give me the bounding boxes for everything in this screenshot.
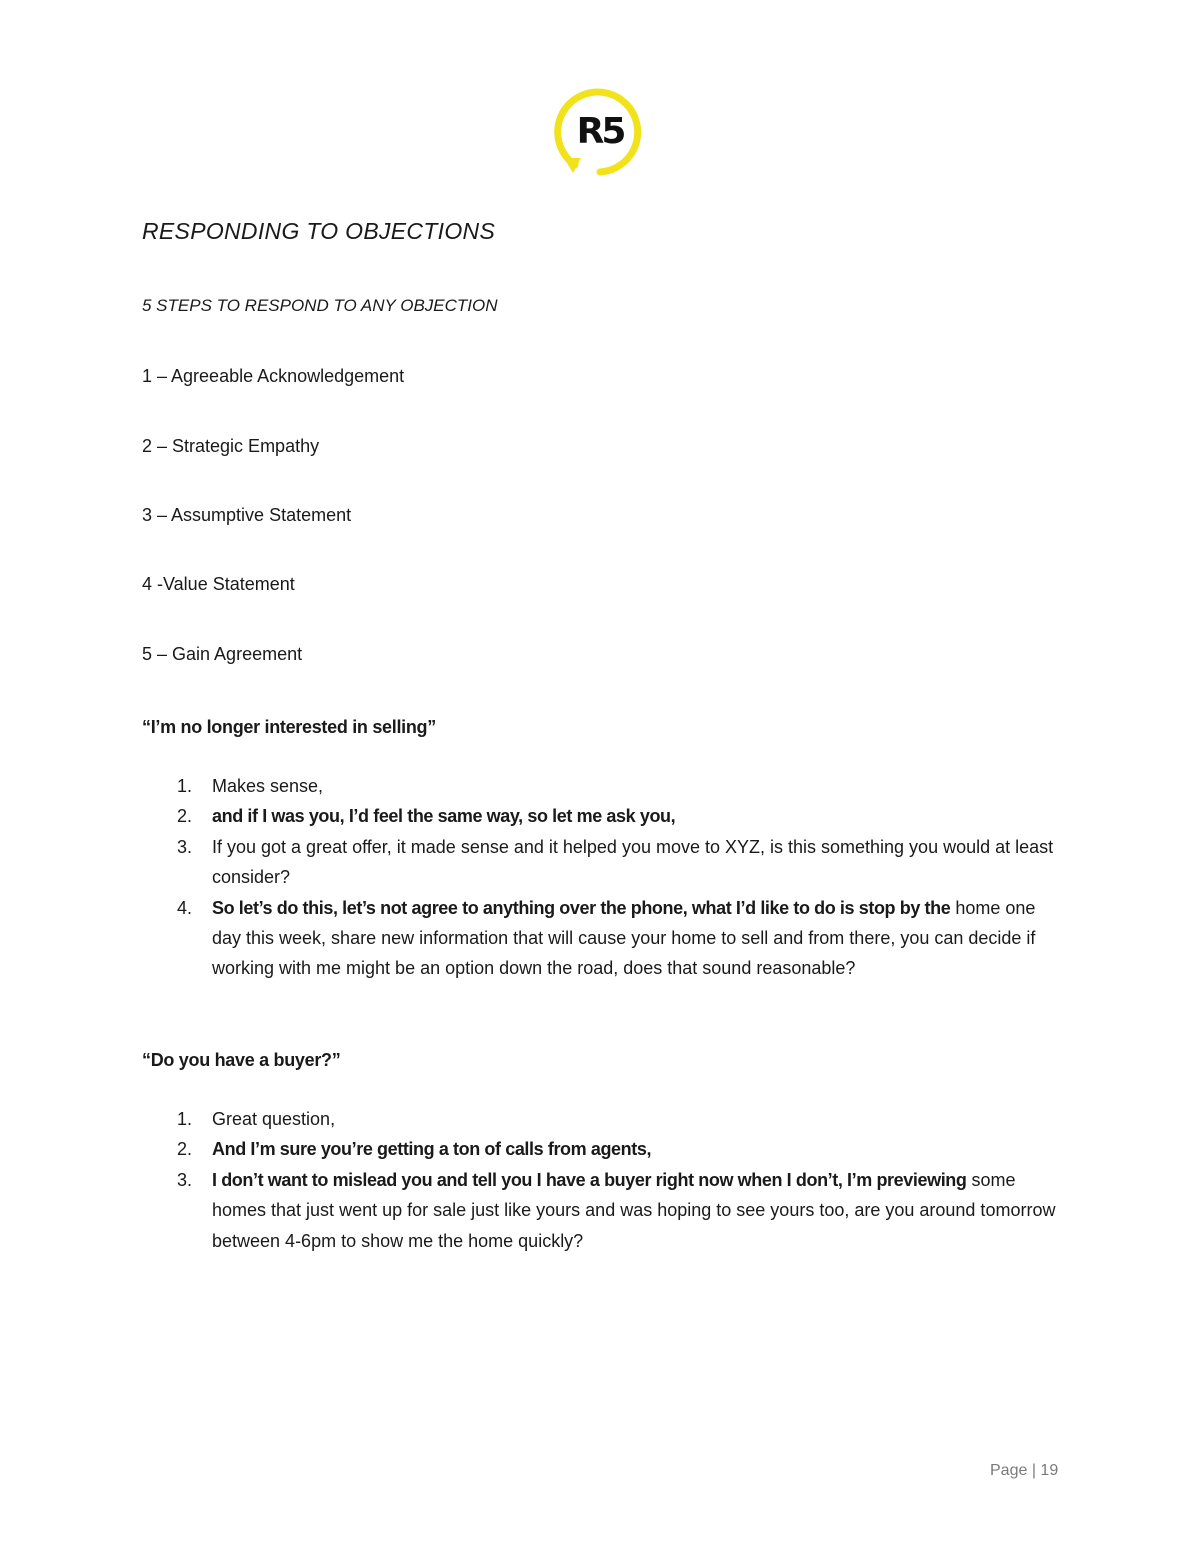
- list-number: 2.: [177, 1139, 193, 1160]
- list-text: Great question,: [212, 1109, 336, 1129]
- list-item: [142, 832, 1062, 893]
- list-number: 3.: [177, 1169, 193, 1190]
- list-item: [142, 1165, 1062, 1256]
- logo-text: R5: [576, 111, 624, 152]
- list-number: 4.: [177, 897, 193, 918]
- list-number: 2.: [177, 806, 193, 827]
- list-item: [142, 771, 1062, 801]
- list-item: [142, 893, 1062, 984]
- list-item: [142, 801, 1062, 831]
- page-title: RESPONDING TO OBJECTIONS: [142, 218, 496, 244]
- list-text-bold: So let’s do this, let’s not agree to anything over the phone, what I’d like to do is stop by the: [212, 897, 951, 918]
- step-3: 3 – Assumptive Statement: [142, 505, 352, 525]
- section-subtitle: 5 STEPS TO RESPOND TO ANY OBJECTION: [142, 296, 498, 315]
- list-item: [142, 1104, 1062, 1134]
- list-text: and if I was you, I’d feel the same way, so let me ask you,: [212, 806, 676, 827]
- list-number: 1.: [177, 776, 193, 796]
- list-text: If you got a great offer, it made sense and it helped you move to XYZ, is this something you would at least consider?: [212, 836, 1054, 888]
- list-item: [142, 1134, 1062, 1164]
- step-2: 2 – Strategic Empathy: [142, 436, 320, 456]
- objection-1-list: [142, 771, 1062, 984]
- list-text: some homes that just went up for sale just like yours and was hoping to see yours too, are you around tomorrow between 4-6pm to show me the home quickly?: [212, 1169, 1056, 1251]
- objection-heading-2: “Do you have a buyer?”: [142, 1050, 341, 1070]
- objection-heading-1: “I’m no longer interested in selling”: [142, 717, 436, 737]
- list-number: 1.: [177, 1109, 193, 1129]
- objection-2-list: [142, 1104, 1062, 1256]
- step-5: 5 – Gain Agreement: [142, 644, 303, 664]
- list-text: home one day this week, share new information that will cause your home to sell and from there, you can decide if working with me might be an option down the road, does that sound reasonable?: [212, 897, 1036, 979]
- list-number: 3.: [177, 836, 193, 857]
- list-text-bold: I don’t want to mislead you and tell you I have a buyer right now when I don’t, I’m previewing: [212, 1169, 967, 1190]
- list-text: And I’m sure you’re getting a ton of calls from agents,: [212, 1139, 652, 1160]
- r5-logo: [553, 85, 647, 179]
- step-1: 1 – Agreeable Acknowledgement: [142, 366, 405, 386]
- step-4: 4 -Value Statement: [142, 574, 295, 594]
- list-text: Makes sense,: [212, 776, 324, 796]
- page-number: Page | 19: [990, 1462, 1059, 1479]
